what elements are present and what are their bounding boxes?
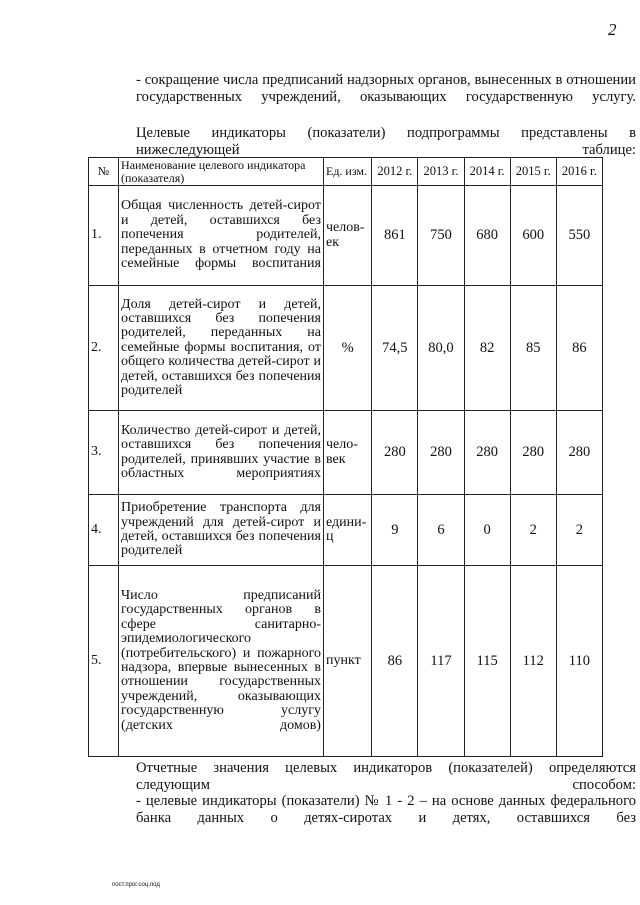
header-unit: Ед. изм. <box>323 158 371 186</box>
header-year-2013: 2013 г. <box>418 158 464 186</box>
header-year-2015: 2015 г. <box>510 158 556 186</box>
row-value-2016: 280 <box>556 411 602 495</box>
row-value-2016: 110 <box>556 566 602 757</box>
page-number: 2 <box>608 20 617 39</box>
paragraph-reduction-orders: - сокращение числа предписаний надзорных органов, вынесенных в отношении государственных учреждений, оказывающих государственную услугу. <box>136 72 636 105</box>
row-value-2012: 861 <box>372 186 418 286</box>
row-value-2014: 115 <box>464 566 510 757</box>
row-value-2015: 85 <box>510 286 556 411</box>
footer-file-label: пост.прог.соц.под <box>112 882 160 888</box>
header-num: № <box>89 158 119 186</box>
row-value-2016: 2 <box>556 495 602 566</box>
table-row <box>89 286 603 411</box>
row-value-2014: 280 <box>464 411 510 495</box>
row-value-2013: 6 <box>418 495 464 566</box>
row-value-2013: 750 <box>418 186 464 286</box>
row-unit: пункт <box>323 566 371 757</box>
row-value-2013: 80,0 <box>418 286 464 411</box>
table-row <box>89 566 603 757</box>
row-indicator-name: Доля детей-сирот и детей, оставшихся без попечения родителей, переданных на семейные формы воспитания, от общего количества детей-сирот и детей, оставшихся без попечения родителей <box>119 286 324 411</box>
row-unit: едини-ц <box>323 495 371 566</box>
row-indicator-name: Общая численность детей-сирот и детей, оставшихся без попечения родителей, переданных в отчетном году на семейные формы воспитания <box>119 186 324 286</box>
table-row <box>89 495 603 566</box>
row-value-2012: 280 <box>372 411 418 495</box>
row-value-2015: 600 <box>510 186 556 286</box>
row-value-2014: 0 <box>464 495 510 566</box>
row-unit: чело-век <box>323 411 371 495</box>
row-value-2015: 2 <box>510 495 556 566</box>
row-value-2013: 280 <box>418 411 464 495</box>
table-row <box>89 411 603 495</box>
paragraph-reporting-values: Отчетные значения целевых индикаторов (показателей) определяются следующим способом: <box>136 760 636 793</box>
header-year-2012: 2012 г. <box>372 158 418 186</box>
row-value-2012: 86 <box>372 566 418 757</box>
row-num: 4. <box>89 495 119 566</box>
row-value-2014: 82 <box>464 286 510 411</box>
header-name: Наименование целевого индикатора (показателя) <box>119 158 324 186</box>
table-header-row <box>89 158 603 186</box>
row-indicator-name: Число предписаний государственных органов в сфере санитарно-эпидемиологического (потребительского) и пожарного надзора, впервые вынесенных в отношении государственных учреждений, оказывающих государственную услугу (детских домов) <box>119 566 324 757</box>
row-num: 2. <box>89 286 119 411</box>
table-row <box>89 186 603 286</box>
header-year-2016: 2016 г. <box>556 158 602 186</box>
header-year-2014: 2014 г. <box>464 158 510 186</box>
row-value-2014: 680 <box>464 186 510 286</box>
paragraph-indicators-1-2: - целевые индикаторы (показатели) № 1 - 2 – на основе данных федерального банка данных о детях-сиротах и детях, оставшихся без <box>136 793 636 826</box>
row-value-2016: 550 <box>556 186 602 286</box>
row-value-2015: 280 <box>510 411 556 495</box>
row-value-2015: 112 <box>510 566 556 757</box>
paragraph-table-intro: Целевые индикаторы (показатели) подпрограммы представлены в нижеследующей таблице: <box>136 125 636 158</box>
row-unit: % <box>323 286 371 411</box>
row-value-2012: 74,5 <box>372 286 418 411</box>
row-unit: челов-ек <box>323 186 371 286</box>
row-num: 3. <box>89 411 119 495</box>
row-value-2016: 86 <box>556 286 602 411</box>
row-value-2012: 9 <box>372 495 418 566</box>
row-indicator-name: Количество детей-сирот и детей, оставшихся без попечения родителей, принявших участие в областных мероприятиях <box>119 411 324 495</box>
row-num: 1. <box>89 186 119 286</box>
indicators-table <box>88 157 603 757</box>
row-value-2013: 117 <box>418 566 464 757</box>
row-num: 5. <box>89 566 119 757</box>
row-indicator-name: Приобретение транспорта для учреждений для детей-сирот и детей, оставшихся без попечения родителей <box>119 495 324 566</box>
